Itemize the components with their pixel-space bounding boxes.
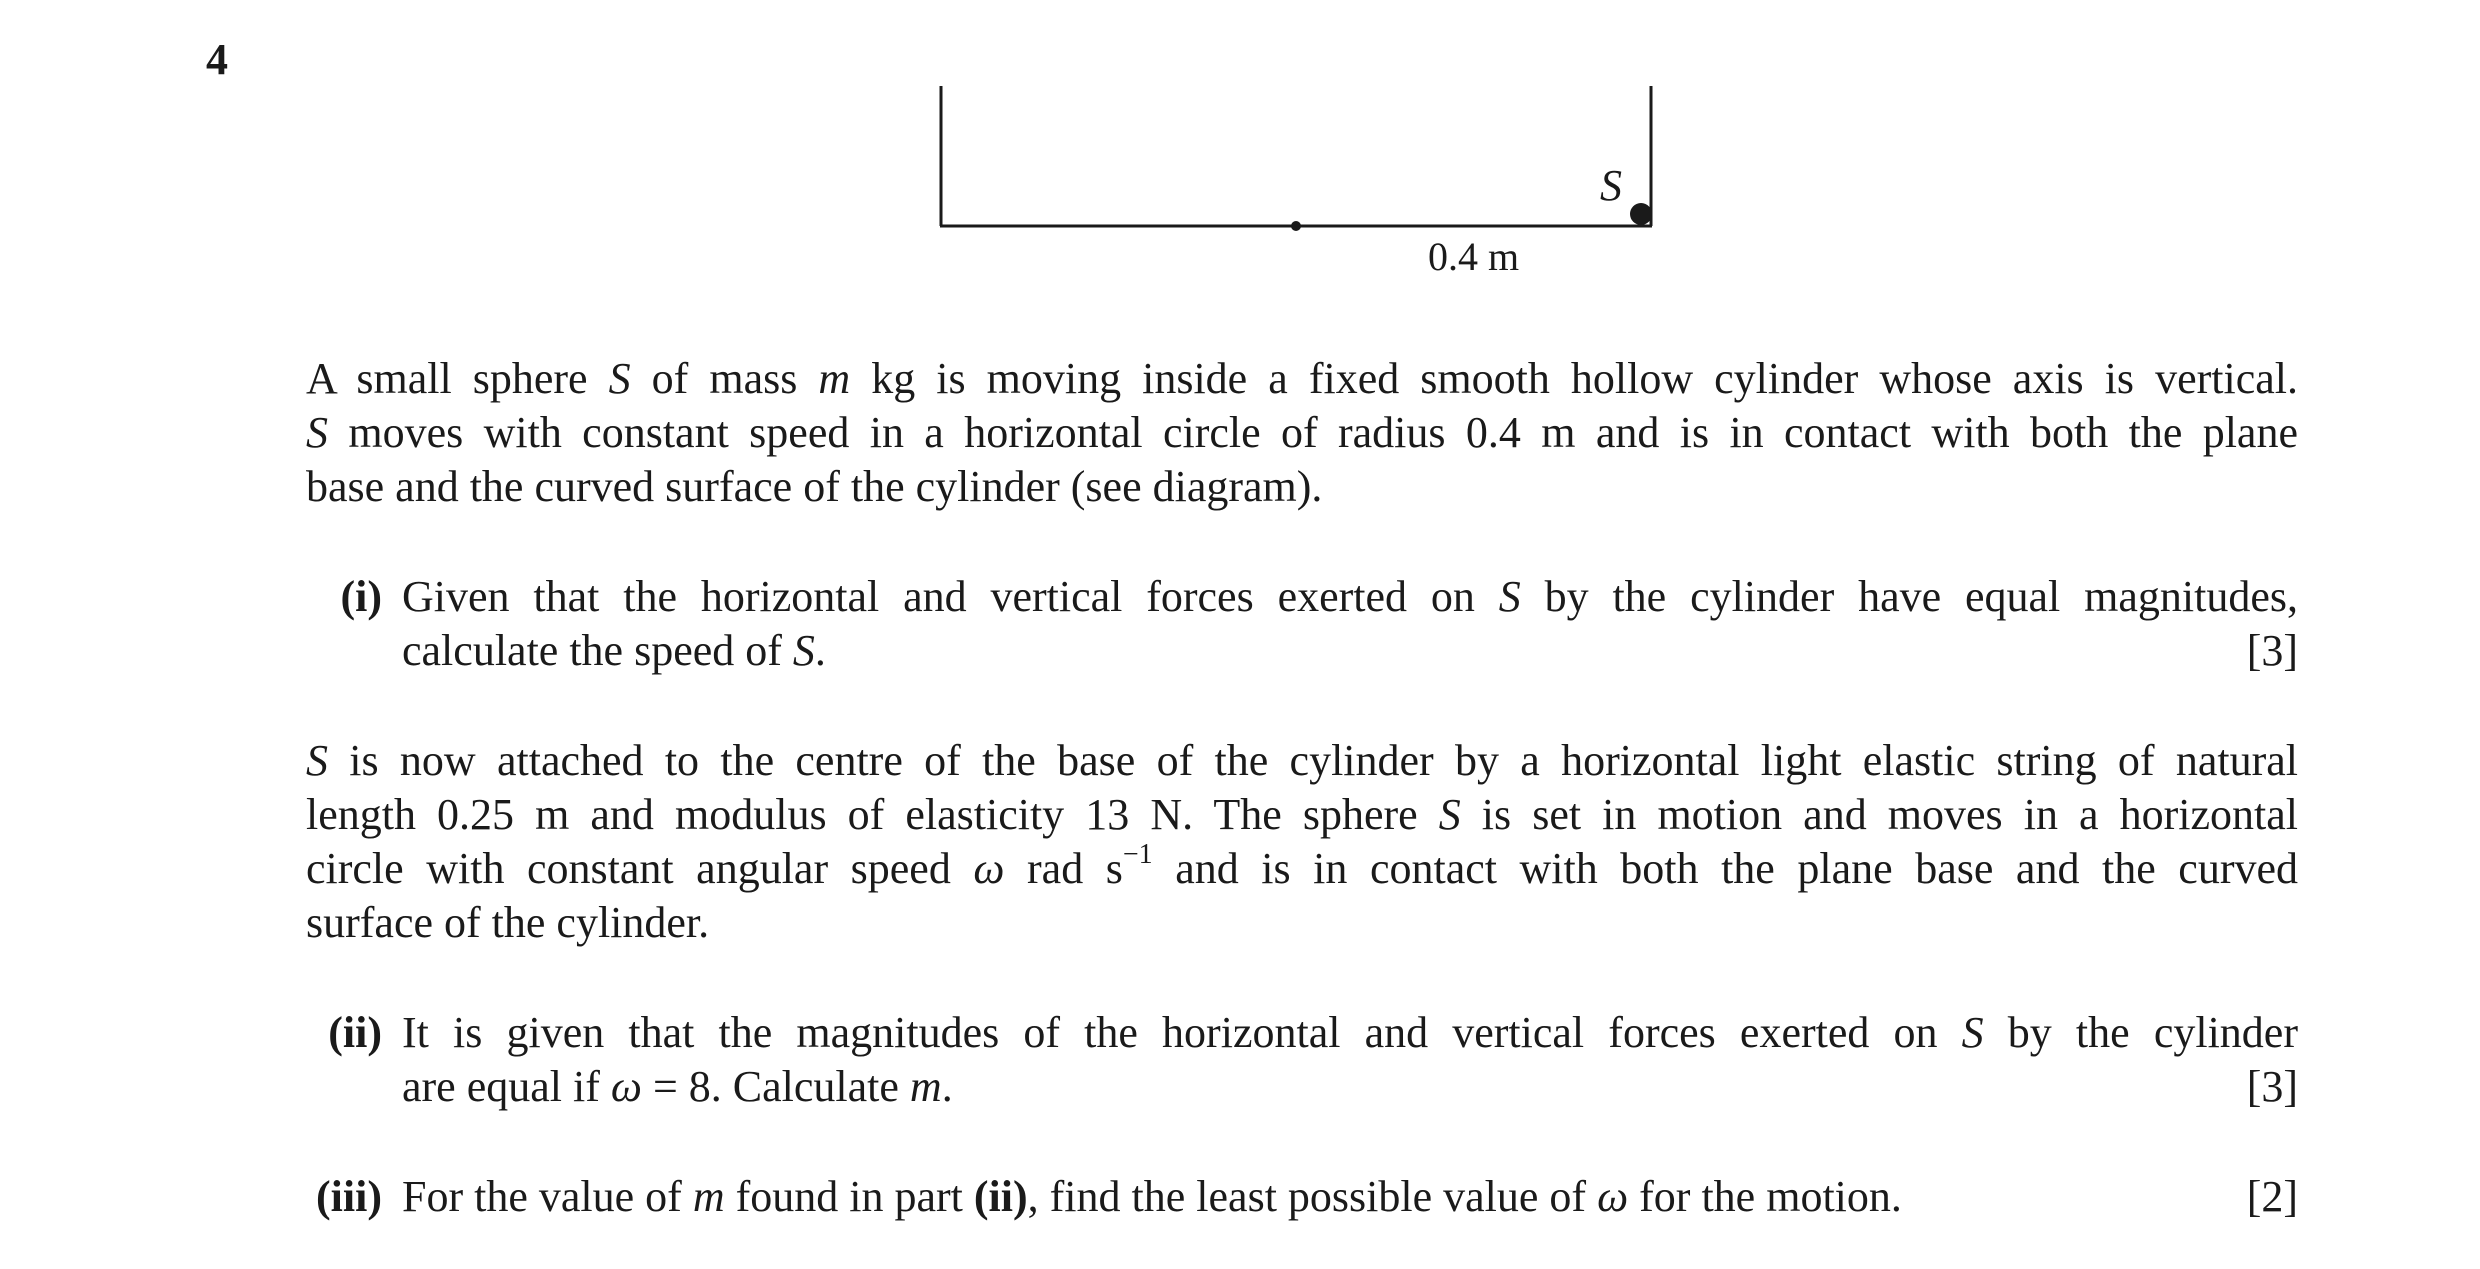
cylinder-diagram xyxy=(0,0,2480,340)
part-i-line-1: Given that the horizontal and vertical forces exerted on S by the cylinder have equal magnitudes, xyxy=(402,572,2298,621)
string-line-4: surface of the cylinder. xyxy=(306,898,710,947)
part-i xyxy=(306,570,2298,680)
sphere-label: S xyxy=(1600,161,1622,210)
question-number: 4 xyxy=(206,35,228,84)
part-ii xyxy=(306,1006,2298,1116)
sphere-S xyxy=(1630,203,1652,225)
part-ii-label: (ii) xyxy=(328,1008,382,1057)
intro-line-2: S moves with constant speed in a horizontal circle of radius 0.4 m and is in contact with both the plane xyxy=(306,408,2298,457)
part-iii-line: For the value of m found in part (ii), find the least possible value of ω for the motion. xyxy=(402,1172,1902,1221)
radius-label: 0.4 m xyxy=(1428,234,1520,279)
string-line-1: S is now attached to the centre of the base of the cylinder by a horizontal light elastic string of natural xyxy=(306,736,2298,785)
part-iii-marks: [2] xyxy=(2246,1172,2298,1221)
part-ii-line-1: It is given that the magnitudes of the horizontal and vertical forces exerted on S by the cylinder xyxy=(402,1008,2298,1057)
part-i-marks: [3] xyxy=(2246,626,2298,675)
centre-point xyxy=(1291,221,1301,231)
part-ii-line-2: are equal if ω = 8. Calculate m. xyxy=(402,1062,953,1111)
string-paragraph xyxy=(306,734,2298,1004)
part-iii-label: (iii) xyxy=(316,1172,382,1221)
part-ii-marks: [3] xyxy=(2246,1062,2298,1111)
part-i-label: (i) xyxy=(340,572,382,621)
intro-line-3: base and the curved surface of the cylinder (see diagram). xyxy=(306,462,1323,511)
intro-paragraph xyxy=(306,352,2298,568)
string-line-2: length 0.25 m and modulus of elasticity 13 N. The sphere S is set in motion and moves in a horizontal xyxy=(306,790,2298,839)
part-i-line-2: calculate the speed of S. xyxy=(402,626,826,675)
intro-line-1: A small sphere S of mass m kg is moving inside a fixed smooth hollow cylinder whose axis is vertical. xyxy=(306,354,2298,403)
part-iii xyxy=(306,1170,2298,1226)
string-line-3: circle with constant angular speed ω rad $s^{-1}$ and is in contact with both the plane base and the curved xyxy=(306,839,2298,893)
